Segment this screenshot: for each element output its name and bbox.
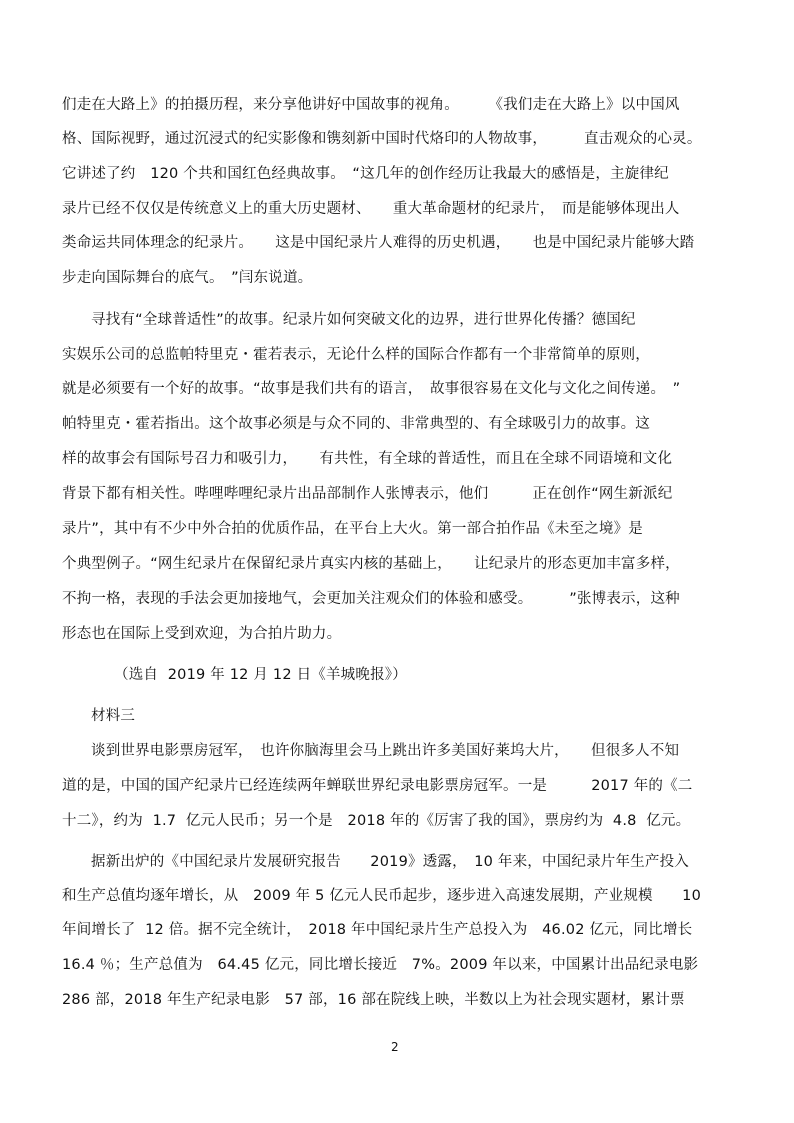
text-line: 实娱乐公司的总监帕特里克・霍若表示，无论什么样的国际合作都有一个非常简单的原则， [62,347,650,363]
text-line: 帕特里克・霍若指出。这个故事必须是与众不同的、非常典型的、有全球吸引力的故事。这 [62,416,650,432]
text-line: 录片”，其中有不少中外合拍的优质作品，在平台上大火。第一部合拍作品《未至之境》是 [62,521,644,537]
text-line: 它讲述了约 120 个共和国红色经典故事。 “这几年的创作经历让我最大的感悟是，主旋律纪 [62,166,669,182]
text-line: 年间增长了 12 倍。据不完全统计， 2018 年中国纪录片生产总投入为 46.02 亿元，同比增长 [62,922,693,938]
text-line: 录片已经不仅仅是传统意义上的重大历史题材、 重大革命题材的纪录片， 而是能够体现出人 [62,201,680,217]
text-line: 就是必须要有一个好的故事。“故事是我们共有的语言， 故事很容易在文化与文化之间传递。 ” [62,381,681,397]
text-line: 步走向国际舞台的底气。 ”闫东说道。 [62,270,313,286]
text-line: 谈到世界电影票房冠军， 也许你脑海里会马上跳出许多美国好莱坞大片， 但很多人不知 [91,743,680,759]
text-line: 类命运共同体理念的纪录片。 这是中国纪录片人难得的历史机遇， 也是中国纪录片能够大踏 [62,235,695,251]
text-line: 背景下都有相关性。哔哩哔哩纪录片出品部制作人张博表示，他们 正在创作“网生新派纪 [62,486,673,502]
text-line: 样的故事会有国际号召力和吸引力， 有共性，有全球的普适性，而且在全球不同语境和文化 [62,451,673,467]
section-heading: 材料三 [91,708,136,724]
text-line: 形态也在国际上受到欢迎，为合拍片助力。 [62,626,342,642]
text-line: 286 部，2018 年生产纪录电影 57 部，16 部在院线上映，半数以上为社会现实题材，累计票 [62,992,685,1008]
text-line: 个典型例子。“网生纪录片在保留纪录片真实内核的基础上， 让纪录片的形态更加丰富多样， [62,556,680,572]
text-line: 据新出炉的《中国纪录片发展研究报告 2019》透露， 10 年来，中国纪录片年生产投入 [91,854,690,870]
text-line: 格、国际视野，通过沉浸式的纪实影像和镌刻新中国时代烙印的人物故事， 直击观众的心灵。 [62,131,702,147]
text-line: 寻找有“全球普适性”的故事。纪录片如何突破文化的边界，进行世界化传播？德国纪 [91,312,636,328]
source-citation: （选自 2019 年 12 月 12 日《羊城晚报》） [114,667,407,683]
text-line: 和生产总值均逐年增长，从 2009 年 5 亿元人民币起步，逐步进入高速发展期，产业规模 10 [62,888,702,904]
text-line: 们走在大路上》的拍摄历程，来分享他讲好中国故事的视角。 《我们走在大路上》以中国风 [62,97,680,113]
text-line: 十二》，约为 1.7 亿元人民币；另一个是 2018 年的《厉害了我的国》，票房约为 4.8 亿元。 [62,813,691,829]
page-number: 2 [391,1040,399,1054]
text-line: 不拘一格，表现的手法会更加接地气，会更加关注观众们的体验和感受。 ”张博表示，这种 [62,591,680,607]
text-line: 道的是，中国的国产纪录片已经连续两年蝉联世界纪录电影票房冠军。一是 2017 年的《二 [62,778,693,794]
text-line: 16.4 ％；生产总值为 64.45 亿元，同比增长接近 7%。2009 年以来，中国累计出品纪录电影 [62,957,699,973]
